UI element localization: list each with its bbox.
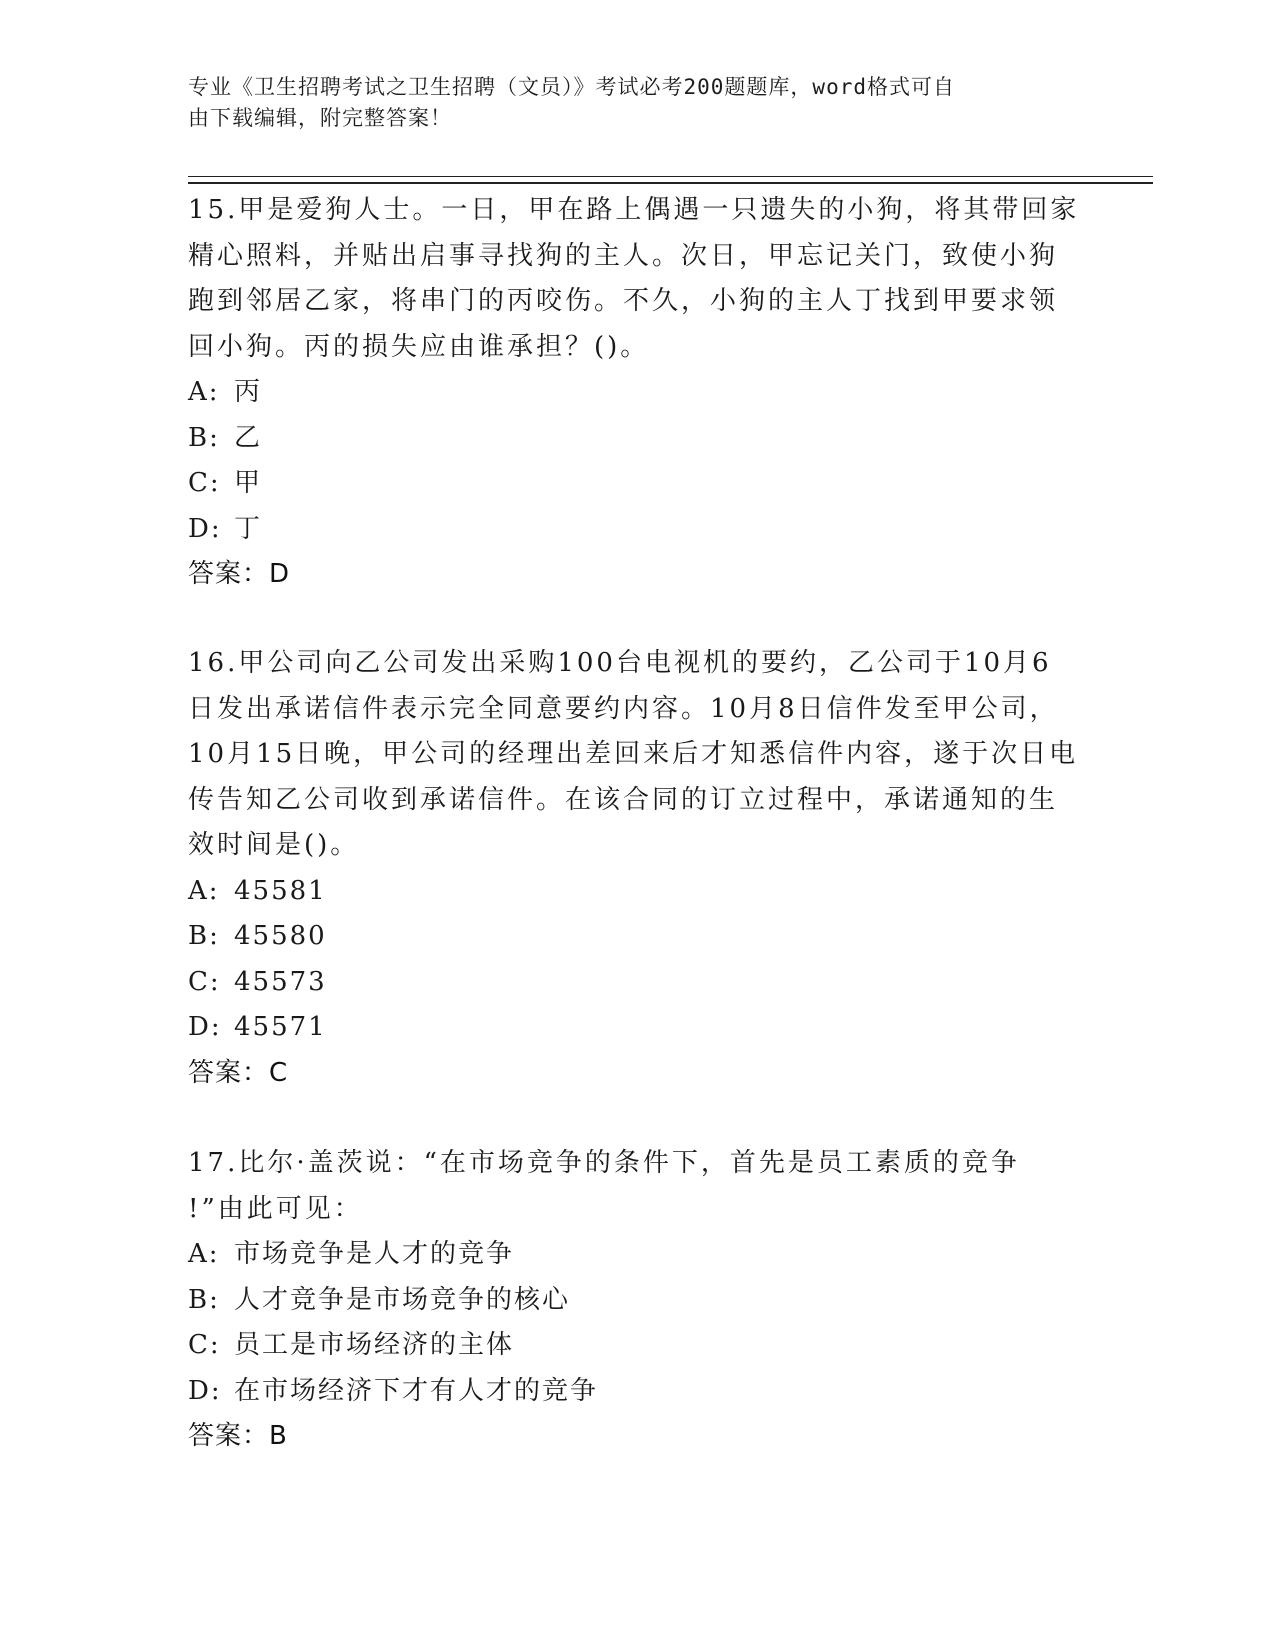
option-text: 45571 [234,1012,327,1042]
option-key: C: [188,966,221,997]
question-stem-line: 10月15日晚，甲公司的经理出差回来后才知悉信件内容，遂于次日电 [188,739,1079,769]
question-stem-line: 16.甲公司向乙公司发出采购100台电视机的要约，乙公司于10月6 [188,648,1052,678]
question-stem-line: 精心照料，并贴出启事寻找狗的主人。次日，甲忘记关门，致使小狗 [188,240,1059,271]
option-text: 员工是市场经济的主体 [234,1330,515,1360]
option-key: B: [188,921,220,951]
document-header [188,72,1088,134]
option-d [188,507,1088,553]
option-d [188,1369,1088,1415]
option-text: 45573 [234,966,327,997]
option-a [188,869,1088,915]
question-16 [188,641,1088,1096]
question-stem-line: 回小狗。丙的损失应由谁承担？()。 [188,331,650,362]
option-key: C: [188,1330,221,1360]
option-key: A: [188,1239,220,1269]
option-a [188,370,1088,416]
header-line-1: 专业《卫生招聘考试之卫生招聘（文员）》考试必考200题题库，word格式可自 [188,75,955,99]
option-c [188,1323,1088,1369]
option-text: 丙 [234,377,263,407]
question-stem-line: 传告知乙公司收到承诺信件。在该合同的订立过程中，承诺通知的生 [188,784,1059,815]
option-c [188,960,1088,1006]
header-divider-thick [188,182,1153,184]
option-a [188,1232,1088,1278]
header-divider-thin [188,176,1153,177]
option-key: B: [188,1284,220,1315]
option-text: 在市场经济下才有人才的竞争 [234,1375,599,1406]
answer-line: 答案：B [188,1421,288,1451]
header-line-2: 由下载编辑，附完整答案！ [188,106,452,130]
option-b [188,914,1088,960]
option-text: 45580 [234,921,327,951]
question-stem-line: 日发出承诺信件表示完全同意要约内容。10月8日信件发至甲公司， [188,693,1059,724]
option-text: 市场竞争是人才的竞争 [234,1239,515,1269]
option-key: A: [188,875,220,906]
question-15 [188,188,1088,598]
option-text: 乙 [234,422,263,453]
answer-line: 答案：D [188,559,291,589]
question-stem-line: 跑到邻居乙家，将串门的丙咬伤。不久，小狗的主人丁找到甲要求领 [188,286,1059,316]
option-c [188,461,1088,507]
question-stem-line: 效时间是()。 [188,830,360,860]
option-text: 45581 [234,875,327,906]
option-text: 甲 [234,468,263,498]
question-17 [188,1141,1088,1460]
option-key: B: [188,422,220,453]
option-b [188,416,1088,462]
option-d [188,1005,1088,1051]
question-stem-line: 15.甲是爱狗人士。一日，甲在路上偶遇一只遗失的小狗，将其带回家 [188,195,1080,225]
option-text: 丁 [234,513,263,544]
option-key: D: [188,513,222,544]
option-key: D: [188,1375,222,1406]
option-key: C: [188,468,221,498]
question-stem-line: !”由此可见： [188,1193,363,1224]
question-stem-line: 17.比尔·盖茨说：“在市场竞争的条件下，首先是员工素质的竞争 [188,1148,1020,1178]
option-text: 人才竞争是市场竞争的核心 [234,1284,571,1315]
option-key: A: [188,377,220,407]
option-key: D: [188,1012,222,1042]
answer-line: 答案：C [188,1057,289,1088]
option-b [188,1278,1088,1324]
